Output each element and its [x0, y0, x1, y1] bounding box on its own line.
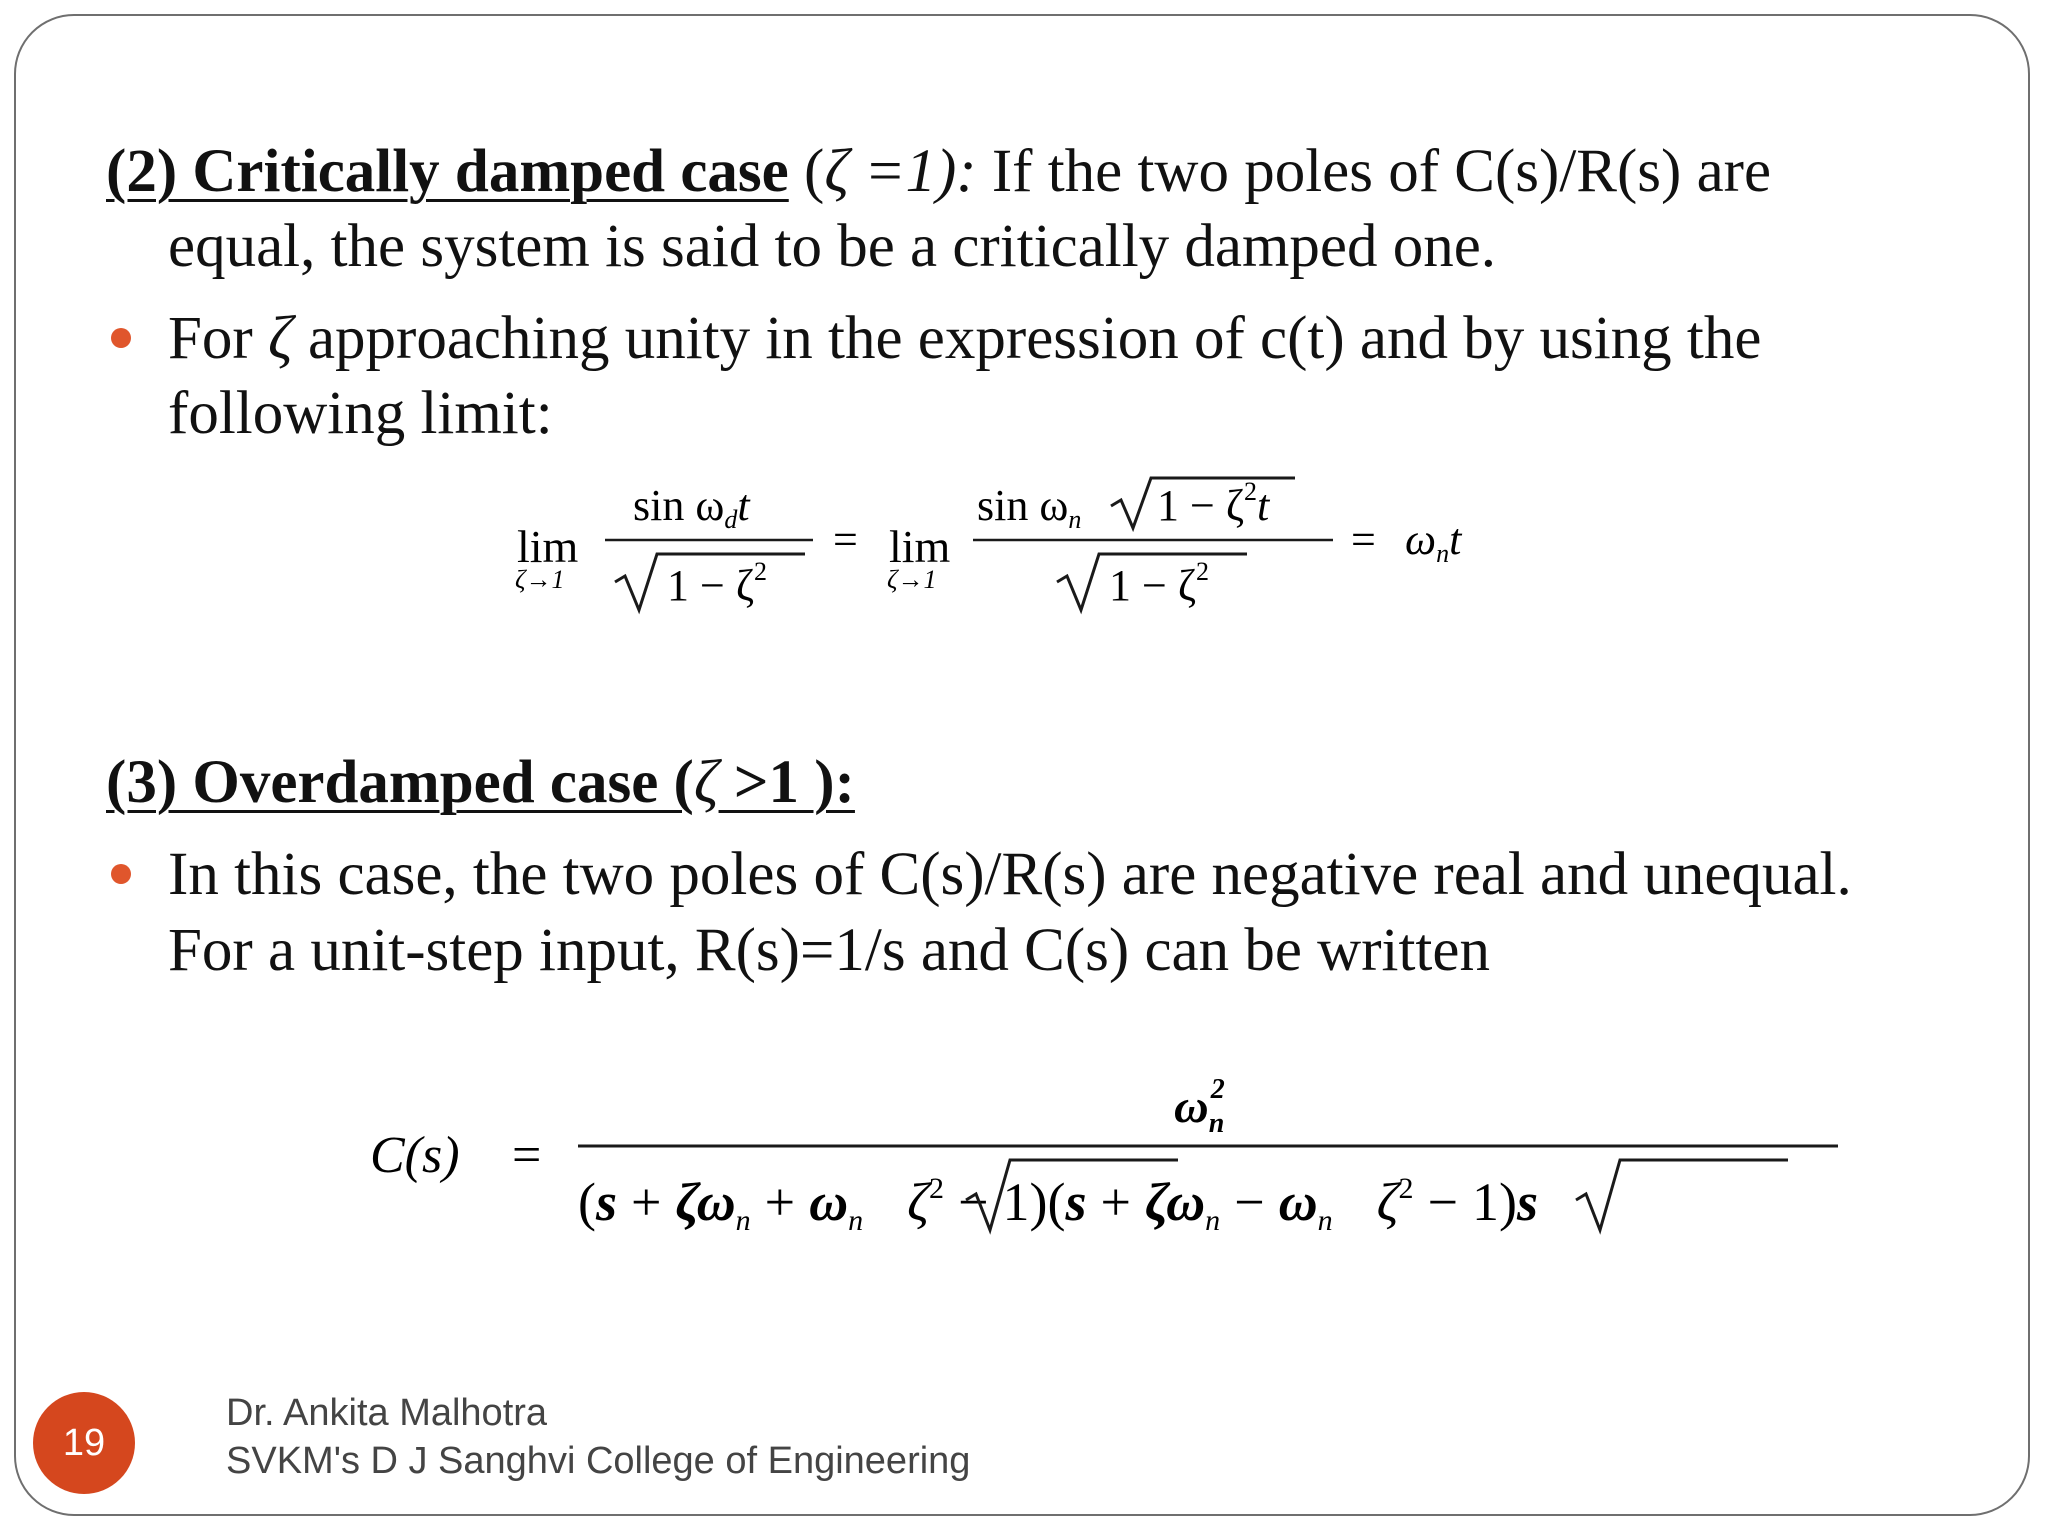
lim-left-sub: ζ→1	[515, 565, 565, 594]
limit-equation-svg	[505, 470, 1485, 630]
bullet-dot	[111, 328, 131, 348]
footer-institution: SVKM's D J Sanghvi College of Engineering	[226, 1440, 971, 1482]
sqrt-sign-5	[1576, 1160, 1788, 1230]
section3-bullet-line2: For a unit-step input, R(s)=1/s and C(s) can be written	[168, 917, 1490, 984]
bullet-prefix: For	[168, 305, 268, 372]
section3-bullet-line1: In this case, the two poles of C(s)/R(s) are negative real and unequal.	[168, 841, 1852, 908]
equals-1: =	[833, 515, 858, 564]
page-number-badge: 19	[33, 1392, 135, 1494]
section2-line1-rest: If the two poles of C(s)/R(s) are	[991, 138, 1772, 205]
bullet-dot	[111, 864, 131, 884]
section2-condition-close: =1):	[849, 138, 992, 205]
section3-heading-part1: (3) Overdamped case (	[106, 749, 694, 816]
zeta-symbol: ζ	[268, 305, 293, 372]
cs-equation	[370, 1060, 1850, 1265]
cs-numerator: $\omega^2$ n	[1174, 1074, 1225, 1139]
bullet-rest: approaching unity in the expression of c(t) and by using the	[292, 305, 1762, 372]
frac2-num: sin ωn	[977, 481, 1082, 534]
frac1-num: sin ωdt	[633, 481, 750, 534]
frac2-den: $1 - \zeta^2$	[1109, 557, 1210, 610]
section2-heading: (2) Critically damped case	[106, 138, 789, 205]
section2-bullet-line1	[168, 305, 1762, 372]
frac2-num-sqrt: $1 - \zeta^2t$	[1157, 477, 1270, 530]
section3-heading-line	[106, 749, 855, 816]
zeta-symbol: ζ	[693, 749, 719, 816]
cs-lhs: C(s)	[370, 1127, 460, 1184]
section2-bullet-line2: following limit:	[168, 380, 553, 447]
zeta-symbol: ζ	[824, 138, 850, 205]
section2-condition-open: (	[788, 138, 825, 205]
frac1-den: $1 - \zeta^2$	[667, 557, 768, 610]
limit-equation	[505, 470, 1485, 635]
footer-author: Dr. Ankita Malhotra	[226, 1392, 548, 1434]
section3-heading-part2: >1 ):	[718, 749, 855, 816]
lim-right: lim	[889, 521, 951, 572]
section2-line2: equal, the system is said to be a critically damped one.	[168, 213, 1497, 280]
lim-left: lim	[517, 521, 579, 572]
section2-heading-line	[106, 138, 1772, 205]
equals-2: =	[1351, 515, 1376, 564]
cs-equals: =	[512, 1127, 542, 1184]
cs-denominator: (s + ζωn + ωn $\zeta^2 - 1)(s + \zeta\omega n - \omega n$ $\zeta^2 - 1)s$	[578, 1172, 1538, 1237]
result: ωnt	[1405, 515, 1462, 568]
lim-right-sub: ζ→1	[887, 565, 937, 594]
cs-equation-svg	[370, 1060, 1850, 1260]
